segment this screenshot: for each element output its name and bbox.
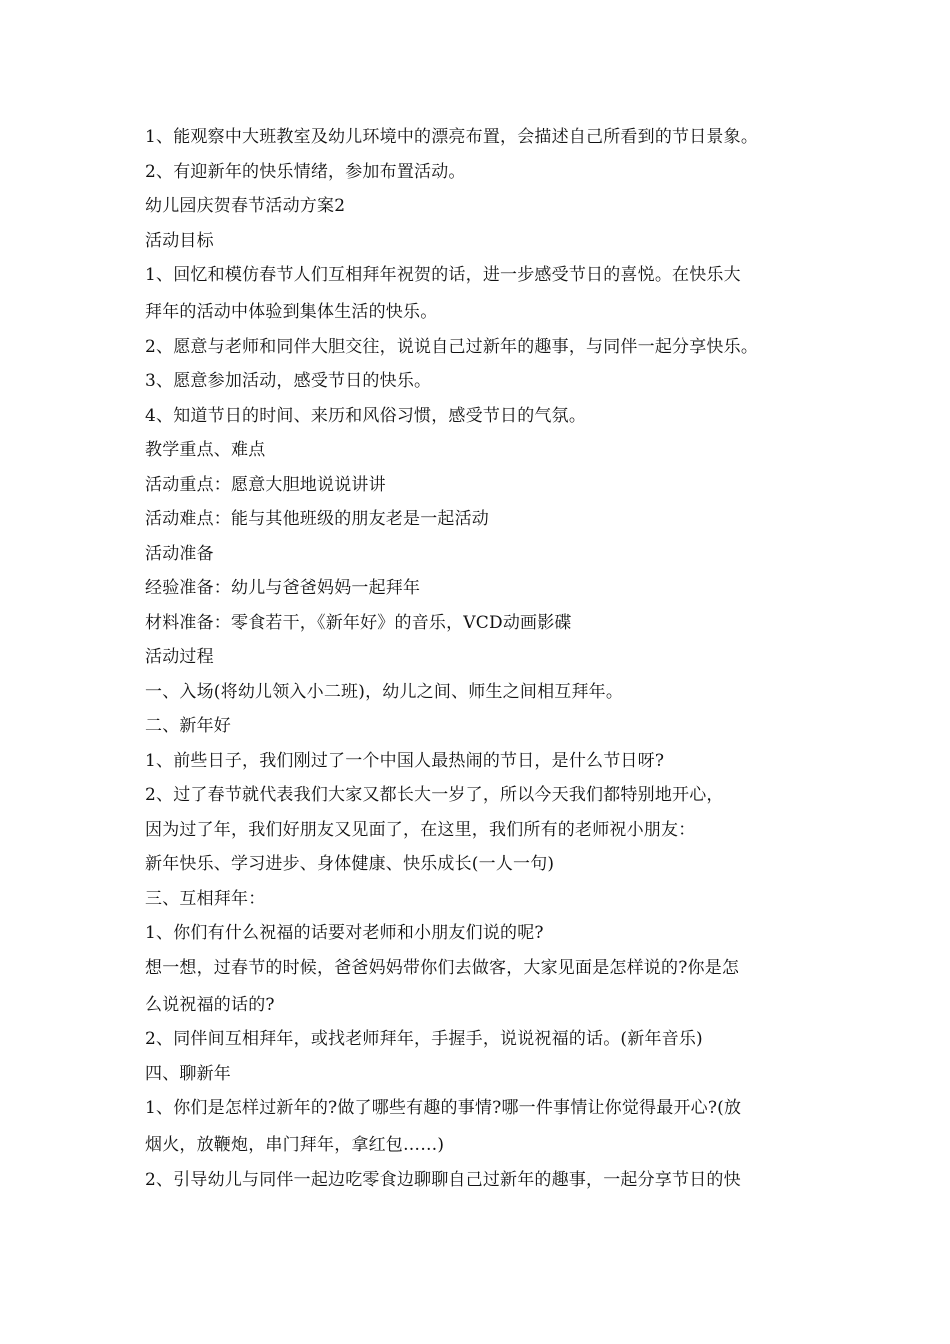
text-line: 活动重点：愿意大胆地说说讲讲 [145, 474, 386, 495]
text-line: 1、你们是怎样过新年的?做了哪些有趣的事情?哪一件事情让你觉得最开心?(放 [145, 1098, 742, 1118]
text-line: 2、过了春节就代表我们大家又都长大一岁了，所以今天我们都特别地开心， [145, 785, 724, 805]
text-line: 2、有迎新年的快乐情绪，参加布置活动。 [145, 161, 466, 182]
text-line: 2、引导幼儿与同伴一起边吃零食边聊聊自己过新年的趣事，一起分享节日的快 [145, 1169, 741, 1190]
section-heading: 活动目标 [145, 230, 214, 251]
section-heading: 三、互相拜年： [145, 888, 266, 909]
text-line: 新年快乐、学习进步、身体健康、快乐成长(一人一句) [145, 854, 555, 874]
text-line: 经验准备：幼儿与爸爸妈妈一起拜年 [145, 578, 421, 598]
text-line: 活动难点：能与其他班级的朋友老是一起活动 [145, 509, 489, 529]
text-line: 2、同伴间互相拜年，或找老师拜年，手握手，说说祝福的话。(新年音乐) [145, 1029, 703, 1049]
section-heading: 二、新年好 [145, 716, 231, 736]
text-line: 一、入场(将幼儿领入小二班)，幼儿之间、师生之间相互拜年。 [145, 681, 624, 702]
section-heading: 四、聊新年 [145, 1063, 231, 1084]
section-title: 幼儿园庆贺春节活动方案2 [145, 196, 346, 216]
text-line: 2、愿意与老师和同伴大胆交往，说说自己过新年的趣事，与同伴一起分享快乐。 [145, 336, 759, 357]
document-body [145, 120, 825, 1197]
text-line: 1、回忆和模仿春节人们互相拜年祝贺的话，进一步感受节日的喜悦。在快乐大 [145, 265, 741, 285]
text-line: 么说祝福的话的? [145, 994, 275, 1015]
text-line: 因为过了年，我们好朋友又见面了，在这里，我们所有的老师祝小朋友： [145, 819, 696, 840]
text-line: 想一想，过春节的时候，爸爸妈妈带你们去做客，大家见面是怎样说的?你是怎 [145, 957, 740, 978]
text-line: 1、能观察中大班教室及幼儿环境中的漂亮布置，会描述自己所看到的节日景象。 [145, 127, 759, 147]
text-line: 材料准备：零食若干，《新年好》的音乐，VCD动画影碟 [145, 612, 572, 633]
section-heading: 活动过程 [145, 647, 214, 667]
text-line: 3、愿意参加活动，感受节日的快乐。 [145, 371, 432, 391]
text-line: 烟火，放鞭炮，串门拜年，拿红包……) [145, 1135, 445, 1155]
section-heading: 教学重点、难点 [145, 440, 266, 460]
section-heading: 活动准备 [145, 543, 214, 564]
text-line: 4、知道节日的时间、来历和风俗习惯，感受节日的气氛。 [145, 405, 587, 426]
text-line: 1、你们有什么祝福的话要对老师和小朋友们说的呢? [145, 923, 544, 943]
text-line: 1、前些日子，我们刚过了一个中国人最热闹的节日，是什么节日呀? [145, 750, 665, 771]
text-line: 拜年的活动中体验到集体生活的快乐。 [145, 302, 438, 322]
